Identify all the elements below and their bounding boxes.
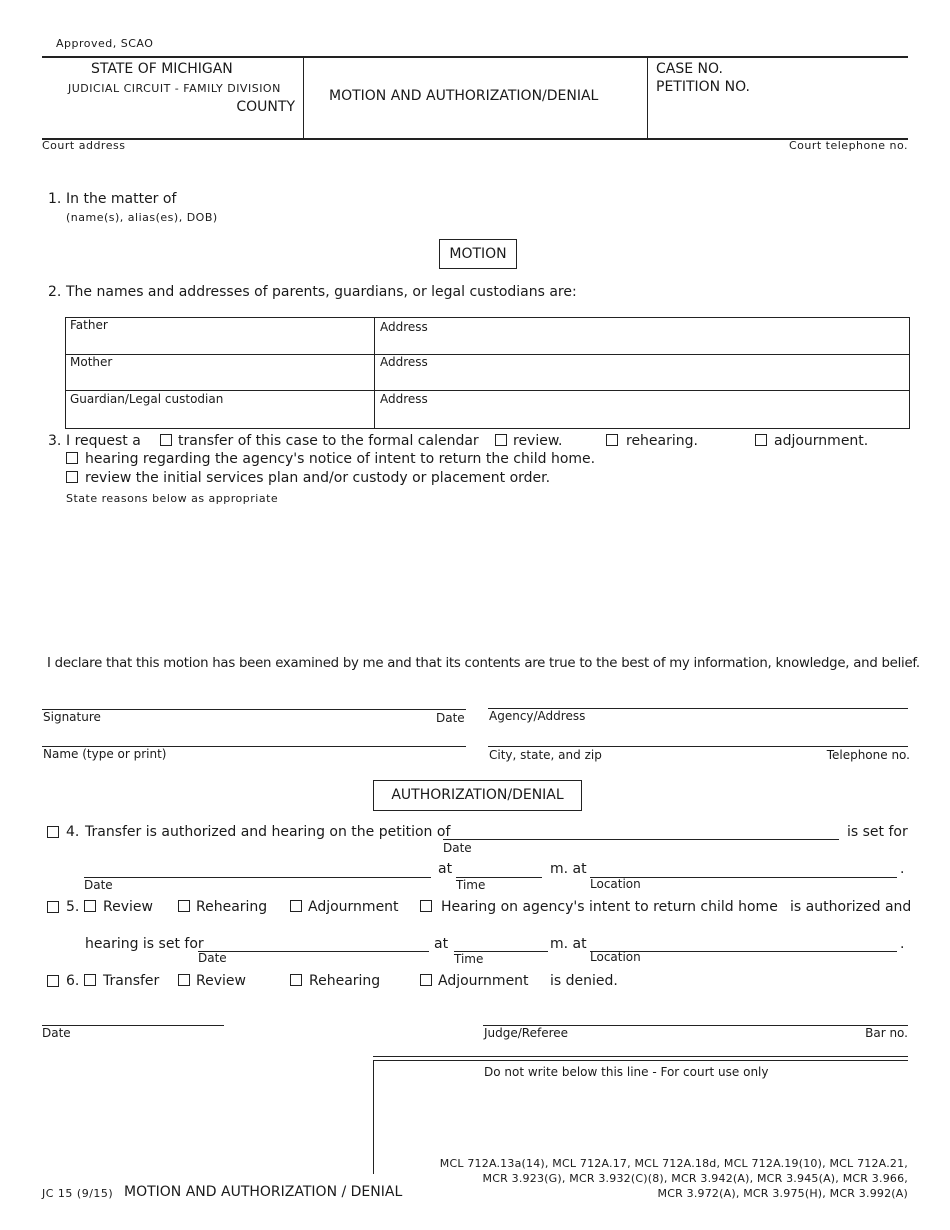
item5-checkbox[interactable] [47,901,59,913]
court-address-label: Court address [42,139,126,152]
item6-transfer-label: Transfer [103,973,160,989]
item3-number: 3. [48,433,62,449]
item4-text: Transfer is authorized and hearing on the petition of [85,824,451,840]
item4-date2-label: Date [84,878,113,892]
case-no-label: CASE NO. [656,61,723,77]
father-address-label: Address [380,320,428,334]
item5-location-label: Location [590,950,641,964]
item5-rehearing-checkbox[interactable] [178,900,190,912]
citation-line-2: MCR 3.923(G), MCR 3.932(C)(8), MCR 3.942(A), MCR 3.945(A), MCR 3.966, [482,1172,908,1185]
item4-checkbox[interactable] [47,826,59,838]
item6-adjournment-checkbox[interactable] [420,974,432,986]
item5-at: at [434,936,449,952]
item6-review-label: Review [196,973,246,989]
item6-transfer-checkbox[interactable] [84,974,96,986]
hearing-intent-label: hearing regarding the agency's notice of intent to return the child home. [85,451,596,467]
item5-date-line [198,951,429,952]
court-telephone-label: Court telephone no. [788,139,908,152]
mother-address-label: Address [380,355,428,369]
item4-m-at: m. at [550,861,587,877]
item2-label: The names and addresses of parents, guardians, or legal custodians are: [66,284,577,300]
item5-review-checkbox[interactable] [84,900,96,912]
hearing-intent-checkbox[interactable] [66,452,78,464]
review-checkbox[interactable] [495,434,507,446]
adjournment-option-label: adjournment. [774,433,869,449]
header-divider-2 [647,57,648,138]
item4-period: . [900,861,905,877]
item4-is-set-for: is set for [847,824,908,840]
item4-time-label: Time [456,878,486,892]
circuit-label: JUDICIAL CIRCUIT - FAMILY DIVISION [68,82,281,95]
item5-adjournment-label: Adjournment [308,899,399,915]
item1-sublabel: (name(s), alias(es), DOB) [66,211,218,224]
court-use-rule-2 [373,1060,908,1061]
citation-line-1: MCL 712A.13a(14), MCL 712A.17, MCL 712A.18d, MCL 712A.19(10), MCL 712A.21, [439,1157,908,1170]
item6-rehearing-label: Rehearing [309,973,381,989]
item4-date-line [84,877,431,878]
transfer-option-label: transfer of this case to the formal calendar [178,433,479,449]
approved-text: Approved, SCAO [56,37,154,50]
state-name: STATE OF MICHIGAN [91,61,233,77]
custodians-row-rule-1 [65,354,910,355]
court-use-left-border [373,1060,374,1174]
item6-adjournment-label: Adjournment [438,973,529,989]
bottom-date-label: Date [42,1026,71,1040]
header-bottom-rule [42,138,908,140]
item5-adjournment-checkbox[interactable] [290,900,302,912]
custodians-table-divider [374,317,375,429]
item1-number: 1. [48,191,62,207]
item6-number: 6. [66,973,80,989]
city-line [488,746,908,747]
agency-label: Agency/Address [489,709,586,723]
bar-no-label: Bar no. [865,1026,908,1040]
mother-label: Mother [70,355,113,369]
authorization-heading: AUTHORIZATION/DENIAL [373,780,582,811]
review-option-label: review. [513,433,563,449]
initial-services-label: review the initial services plan and/or custody or placement order. [85,470,551,486]
item4-number: 4. [66,824,80,840]
father-label: Father [70,318,108,332]
declaration-text: I declare that this motion has been examined by me and that its contents are true to the best of my information, knowledge, and belief. [47,656,920,671]
motion-heading: MOTION [439,239,517,269]
item6-denied: is denied. [550,973,618,989]
item6-rehearing-checkbox[interactable] [290,974,302,986]
item6-checkbox[interactable] [47,975,59,987]
item5-date-label: Date [198,951,227,965]
item5-rehearing-label: Rehearing [196,899,268,915]
item5-time-label: Time [454,952,484,966]
footer-title: MOTION AND AUTHORIZATION / DENIAL [124,1184,403,1200]
signature-line [42,709,466,710]
item5-number: 5. [66,899,80,915]
item1-label: In the matter of [66,191,177,207]
item5-hearing-set: hearing is set for [85,936,204,952]
item4-date-label: Date [443,841,472,855]
custodians-table [65,317,910,429]
item5-review-label: Review [103,899,153,915]
citation-line-3: MCR 3.972(A), MCR 3.975(H), MCR 3.992(A) [657,1187,908,1200]
header-divider-1 [303,57,304,138]
petition-no-label: PETITION NO. [656,79,750,95]
item5-hearing-label: Hearing on agency's intent to return child home [441,899,778,915]
form-title: MOTION AND AUTHORIZATION/DENIAL [329,88,599,104]
item6-review-checkbox[interactable] [178,974,190,986]
court-use-label: Do not write below this line - For court use only [484,1065,769,1079]
item2-number: 2. [48,284,62,300]
header-top-rule [42,56,908,58]
item5-hearing-checkbox[interactable] [420,900,432,912]
county-label: COUNTY [236,99,295,115]
rehearing-option-label: rehearing. [626,433,698,449]
telephone-label: Telephone no. [826,748,910,762]
guardian-label: Guardian/Legal custodian [70,392,224,406]
rehearing-checkbox[interactable] [606,434,618,446]
city-label: City, state, and zip [489,748,602,762]
signature-label: Signature [43,710,101,724]
reasons-label: State reasons below as appropriate [66,492,279,505]
item4-location-label: Location [590,877,641,891]
initial-services-checkbox[interactable] [66,471,78,483]
item5-period: . [900,936,905,952]
form-id: JC 15 (9/15) [42,1187,114,1200]
signature-date-label: Date [436,711,465,725]
item3-lead: I request a [66,433,141,449]
name-label: Name (type or print) [43,747,167,761]
custodians-row-rule-2 [65,390,910,391]
petition-of-line [443,839,839,840]
adjournment-checkbox[interactable] [755,434,767,446]
item5-authorized: is authorized and [790,899,912,915]
judge-label: Judge/Referee [484,1026,569,1040]
guardian-address-label: Address [380,392,428,406]
court-use-rule-1 [373,1056,908,1057]
transfer-checkbox[interactable] [160,434,172,446]
item5-m-at: m. at [550,936,587,952]
item4-at: at [438,861,453,877]
